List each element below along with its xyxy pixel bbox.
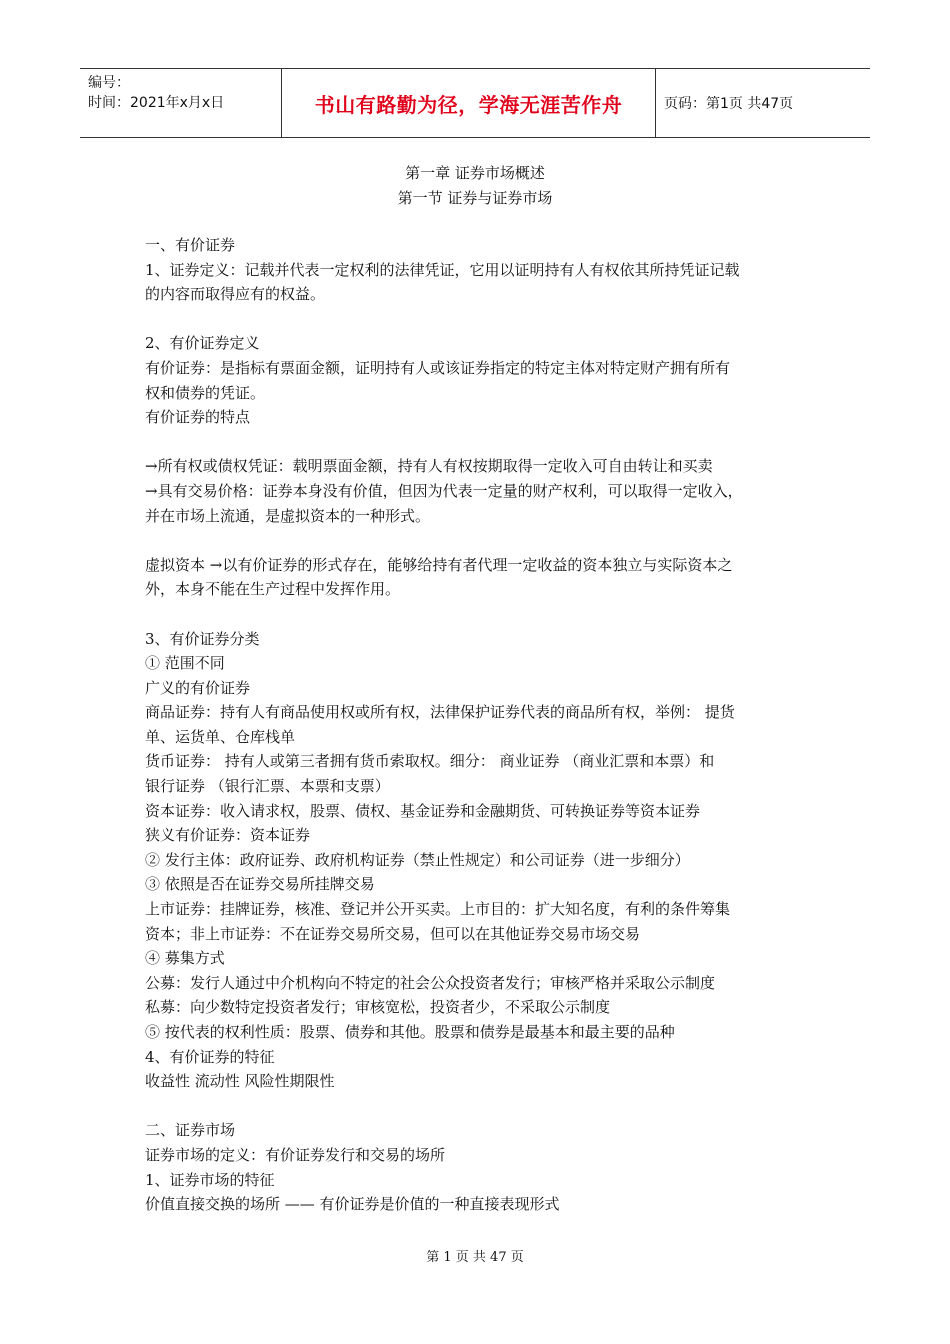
body-line: ③ 依照是否在证券交易所挂牌交易 (145, 875, 375, 894)
body-line: 狭义有价证券：资本证券 (145, 826, 311, 845)
section-title: 第一节 证券与证券市场 (397, 189, 553, 207)
body-line: ② 发行主体：政府证券、政府机构证券（禁止性规定）和公司证券（进一步细分） (145, 850, 690, 869)
body-line: 上市证券：挂牌证券，核准、登记并公开买卖。上市目的：扩大知名度，有利的条件筹集 (145, 900, 731, 919)
body-line: 货币证券： 持有人或第三者拥有货币索取权。细分： 商业证券 （商业汇票和本票）和 (145, 752, 715, 771)
header-motto: 书山有路勤为径，学海无涯苦作舟 (282, 69, 656, 137)
body-line: 一、有价证券 (145, 236, 236, 254)
blank-line (145, 430, 815, 455)
body-line: 广义的有价证券 (145, 678, 251, 697)
body-line: ⑤ 按代表的权利性质：股票、债券和其他。股票和债券是最基本和最主要的品种 (145, 1023, 675, 1041)
body-line: 公募：发行人通过中介机构向不特定的社会公众投资者发行；审核严格并采取公示制度 (145, 973, 716, 992)
body-line: 收益性 流动性 风险性期限性 (145, 1072, 335, 1091)
body-line: 并在市场上流通，是虚拟资本的一种形式。 (145, 506, 431, 525)
body-line: ① 范围不同 (145, 654, 225, 673)
body-line: →所有权或债权凭证：载明票面金额，持有人有权按期取得一定收入可自由转让和买卖 (145, 457, 713, 476)
blank-line (145, 602, 815, 627)
body-line: 的内容而取得应有的权益。 (145, 285, 326, 304)
body-line: 虚拟资本 →以有价证券的形式存在，能够给持有者代理一定收益的资本独立与实际资本之 (145, 555, 733, 574)
body-line: ④ 募集方式 (145, 949, 225, 968)
header-page-info: 页码：第1页 共47页 (664, 96, 794, 112)
blank-line (145, 307, 815, 332)
body-line: 1、证券市场的特征 (145, 1170, 275, 1189)
page-header (80, 68, 870, 138)
blank-line (145, 528, 815, 553)
body-line: 3、有价证券分类 (145, 629, 260, 648)
body-line: 私募：向少数特定投资者发行；审核宽松，投资者少，不采取公示制度 (145, 998, 611, 1017)
body-line: 外，本身不能在生产过程中发挥作用。 (145, 580, 401, 599)
body-line: 单、运货单、仓库栈单 (145, 727, 296, 746)
document-time-label: 时间：2021年x月x日 (88, 95, 225, 111)
body-line: 证券市场的定义：有价证券发行和交易的场所 (145, 1145, 446, 1164)
body-line: 有价证券：是指标有票面金额，证明持有人或该证券指定的特定主体对特定财产拥有所有 (145, 358, 731, 377)
body-line: 2、有价证券定义 (145, 334, 260, 353)
body-line: 商品证券：持有人有商品使用权或所有权，法律保护证券代表的商品所有权，举例： 提货 (145, 703, 735, 722)
document-number-label: 编号： (88, 75, 130, 91)
body-line: 1、证券定义：记载并代表一定权利的法律凭证，它用以证明持有人有权依其所持凭证记载 (145, 260, 740, 279)
body-line: 权和债券的凭证。 (145, 383, 266, 402)
body-line: 资本证券：收入请求权，股票、债权、基金证券和金融期货、可转换证券等资本证券 (145, 801, 701, 820)
body-line: 4、有价证券的特征 (145, 1047, 275, 1066)
body-line: →具有交易价格：证券本身没有价值，但因为代表一定量的财产权利，可以取得一定收入， (145, 481, 743, 500)
body-line: 资本；非上市证券：不在证券交易所交易，但可以在其他证券交易市场交易 (145, 924, 641, 943)
blank-line (145, 1094, 815, 1119)
body-line: 有价证券的特点 (145, 408, 251, 427)
body-line: 银行证券 （银行汇票、本票和支票） (145, 777, 390, 796)
document-body (145, 233, 815, 1217)
chapter-title: 第一章 证券市场概述 (405, 164, 545, 182)
body-line: 价值直接交换的场所 —— 有价证券是价值的一种直接表现形式 (145, 1195, 560, 1214)
header-meta (80, 69, 282, 137)
page-footer: 第 1 页 共 47 页 (426, 1250, 524, 1265)
body-line: 二、证券市场 (145, 1121, 236, 1140)
